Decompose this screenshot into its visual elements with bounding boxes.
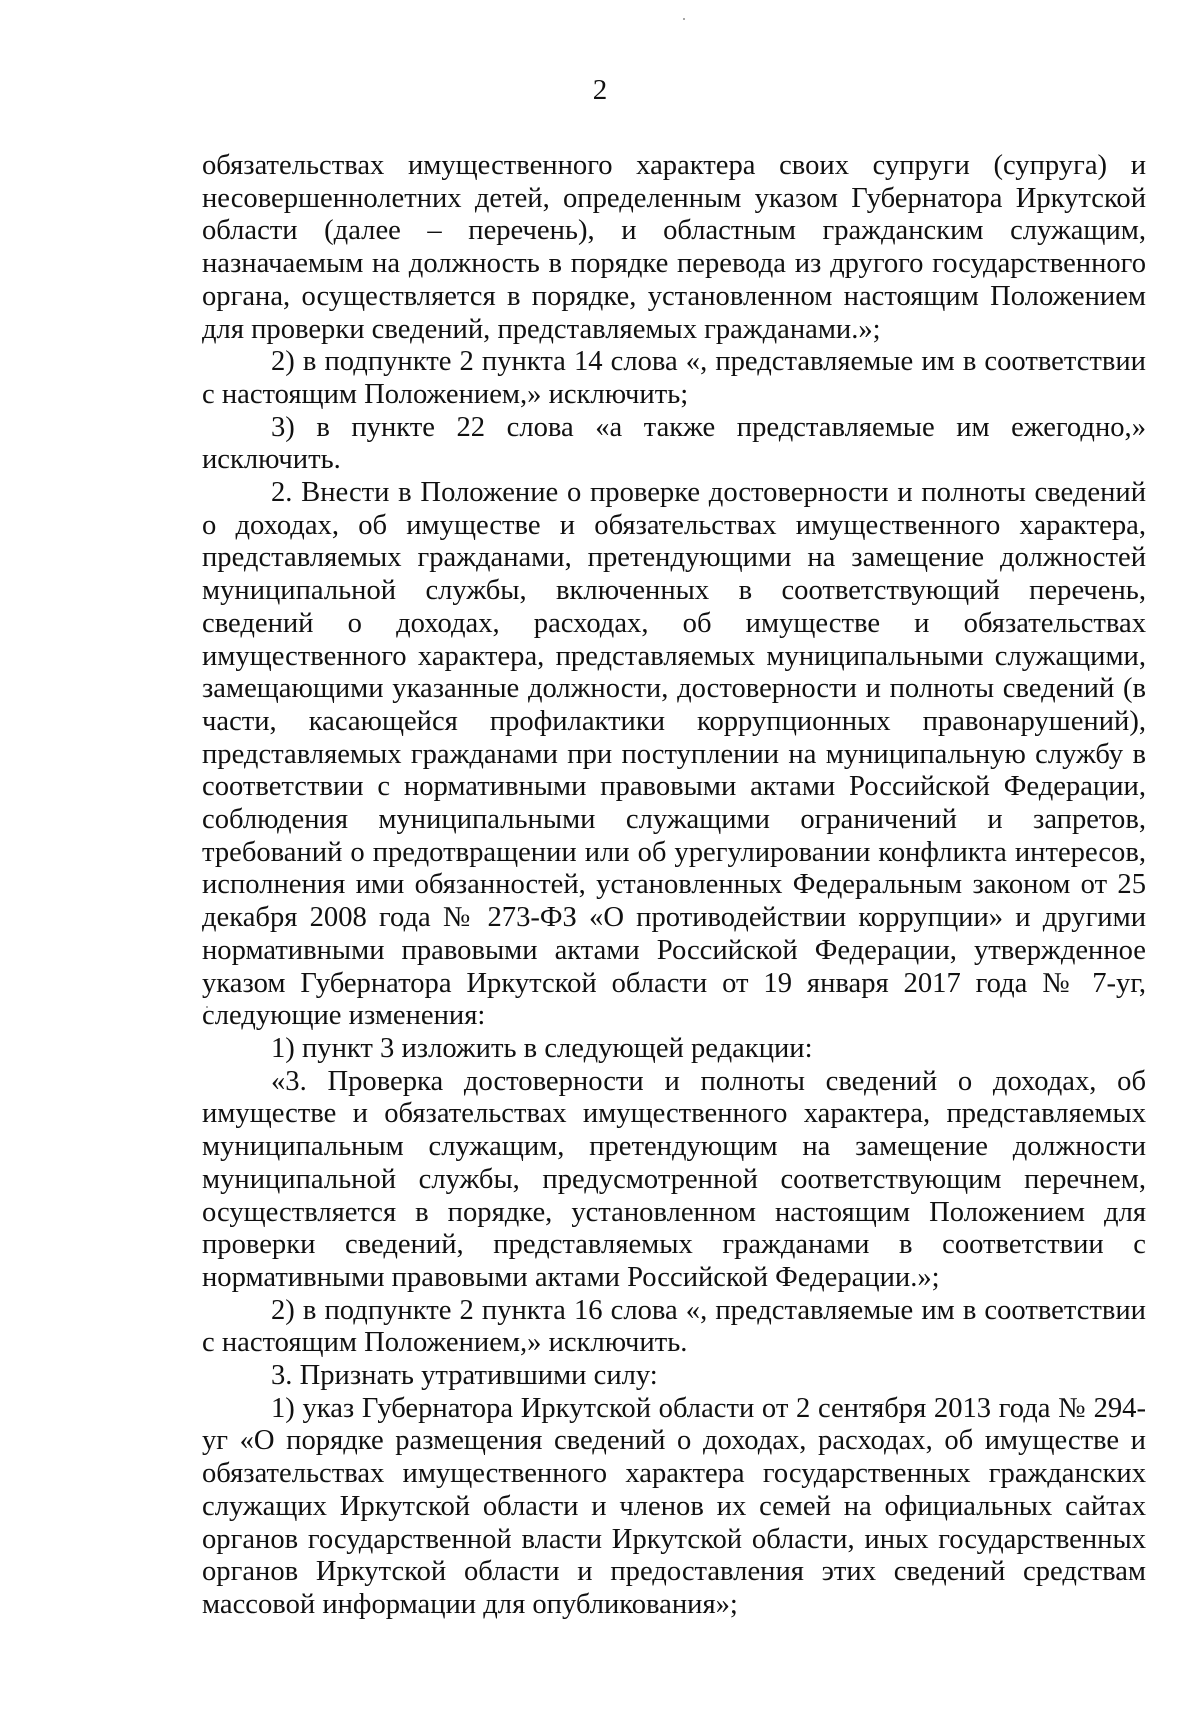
- paragraph: 1) указ Губернатора Иркутской области от 2 сентября 2013 года № 294-уг «О порядке размещения сведений о доходах, расходах, об имуществе и обязательствах имущественного характера государственных гражданских служащих Иркутской области и членов их семей на официальных сайтах органов государственной власти Иркутской области, иных государственных органов Иркутской области и предоставления этих сведений средствам массовой информации для опубликования»;: [202, 1392, 1146, 1620]
- paragraph: 2) в подпункте 2 пункта 14 слова «, представляемые им в соответствии с настоящим Положением,» исключить;: [202, 346, 1146, 410]
- document-body: [202, 150, 1146, 1622]
- paragraph: 3) в пункте 22 слова «а также представляемые им ежегодно,» исключить.: [202, 411, 1146, 476]
- page-number: 2: [592, 74, 608, 106]
- scan-speck: [683, 18, 685, 20]
- paragraph: 3. Признать утратившими силу:: [271, 1360, 658, 1392]
- paragraph: обязательствах имущественного характера своих супруги (супруга) и несовершеннолетних детей, определенным указом Губернатора Иркутской области (далее – перечень), и областным гражданским служащим, назначаемым на должность в порядке перевода из другого государственного органа, осуществляется в порядке, установленном настоящим Положением для проверки сведений, представляемых гражданами.»;: [202, 150, 1146, 345]
- paragraph: 2) в подпункте 2 пункта 16 слова «, представляемые им в соответствии с настоящим Положением,» исключить.: [202, 1294, 1146, 1359]
- paragraph: 1) пункт 3 изложить в следующей редакции:: [271, 1032, 813, 1064]
- paragraph: «3. Проверка достоверности и полноты сведений о доходах, об имуществе и обязательствах имущественного характера, представляемых муниципальным служащим, претендующим на замещение должности муниципальной службы, предусмотренной соответствующим перечнем, осуществляется в порядке, установленном настоящим Положением для проверки сведений, представляемых гражданами в соответствии с нормативными правовыми актами Российской Федерации.»;: [202, 1065, 1146, 1293]
- paragraph: 2. Внести в Положение о проверке достоверности и полноты сведений о доходах, об имуществе и обязательствах имущественного характера, представляемых гражданами, претендующими на замещение должностей муниципальной службы, включенных в соответствующий перечень, сведений о доходах, расходах, об имуществе и обязательствах имущественного характера, представляемых муниципальными служащими, замещающими указанные должности, достоверности и полноты сведений (в части, касающейся профилактики коррупционных правонарушений), представляемых гражданами при поступлении на муниципальную службу в соответствии с нормативными правовыми актами Российской Федерации, соблюдения муниципальными служащими ограничений и запретов, требований о предотвращении или об урегулировании конфликта интересов, исполнения ими обязанностей, установленных Федеральным законом от 25 декабря 2008 года № 273-ФЗ «О противодействии коррупции» и другими нормативными правовыми актами Российской Федерации, утвержденное указом Губернатора Иркутской области от 19 января 2017 года № 7-уг, следующие изменения:: [202, 477, 1146, 1032]
